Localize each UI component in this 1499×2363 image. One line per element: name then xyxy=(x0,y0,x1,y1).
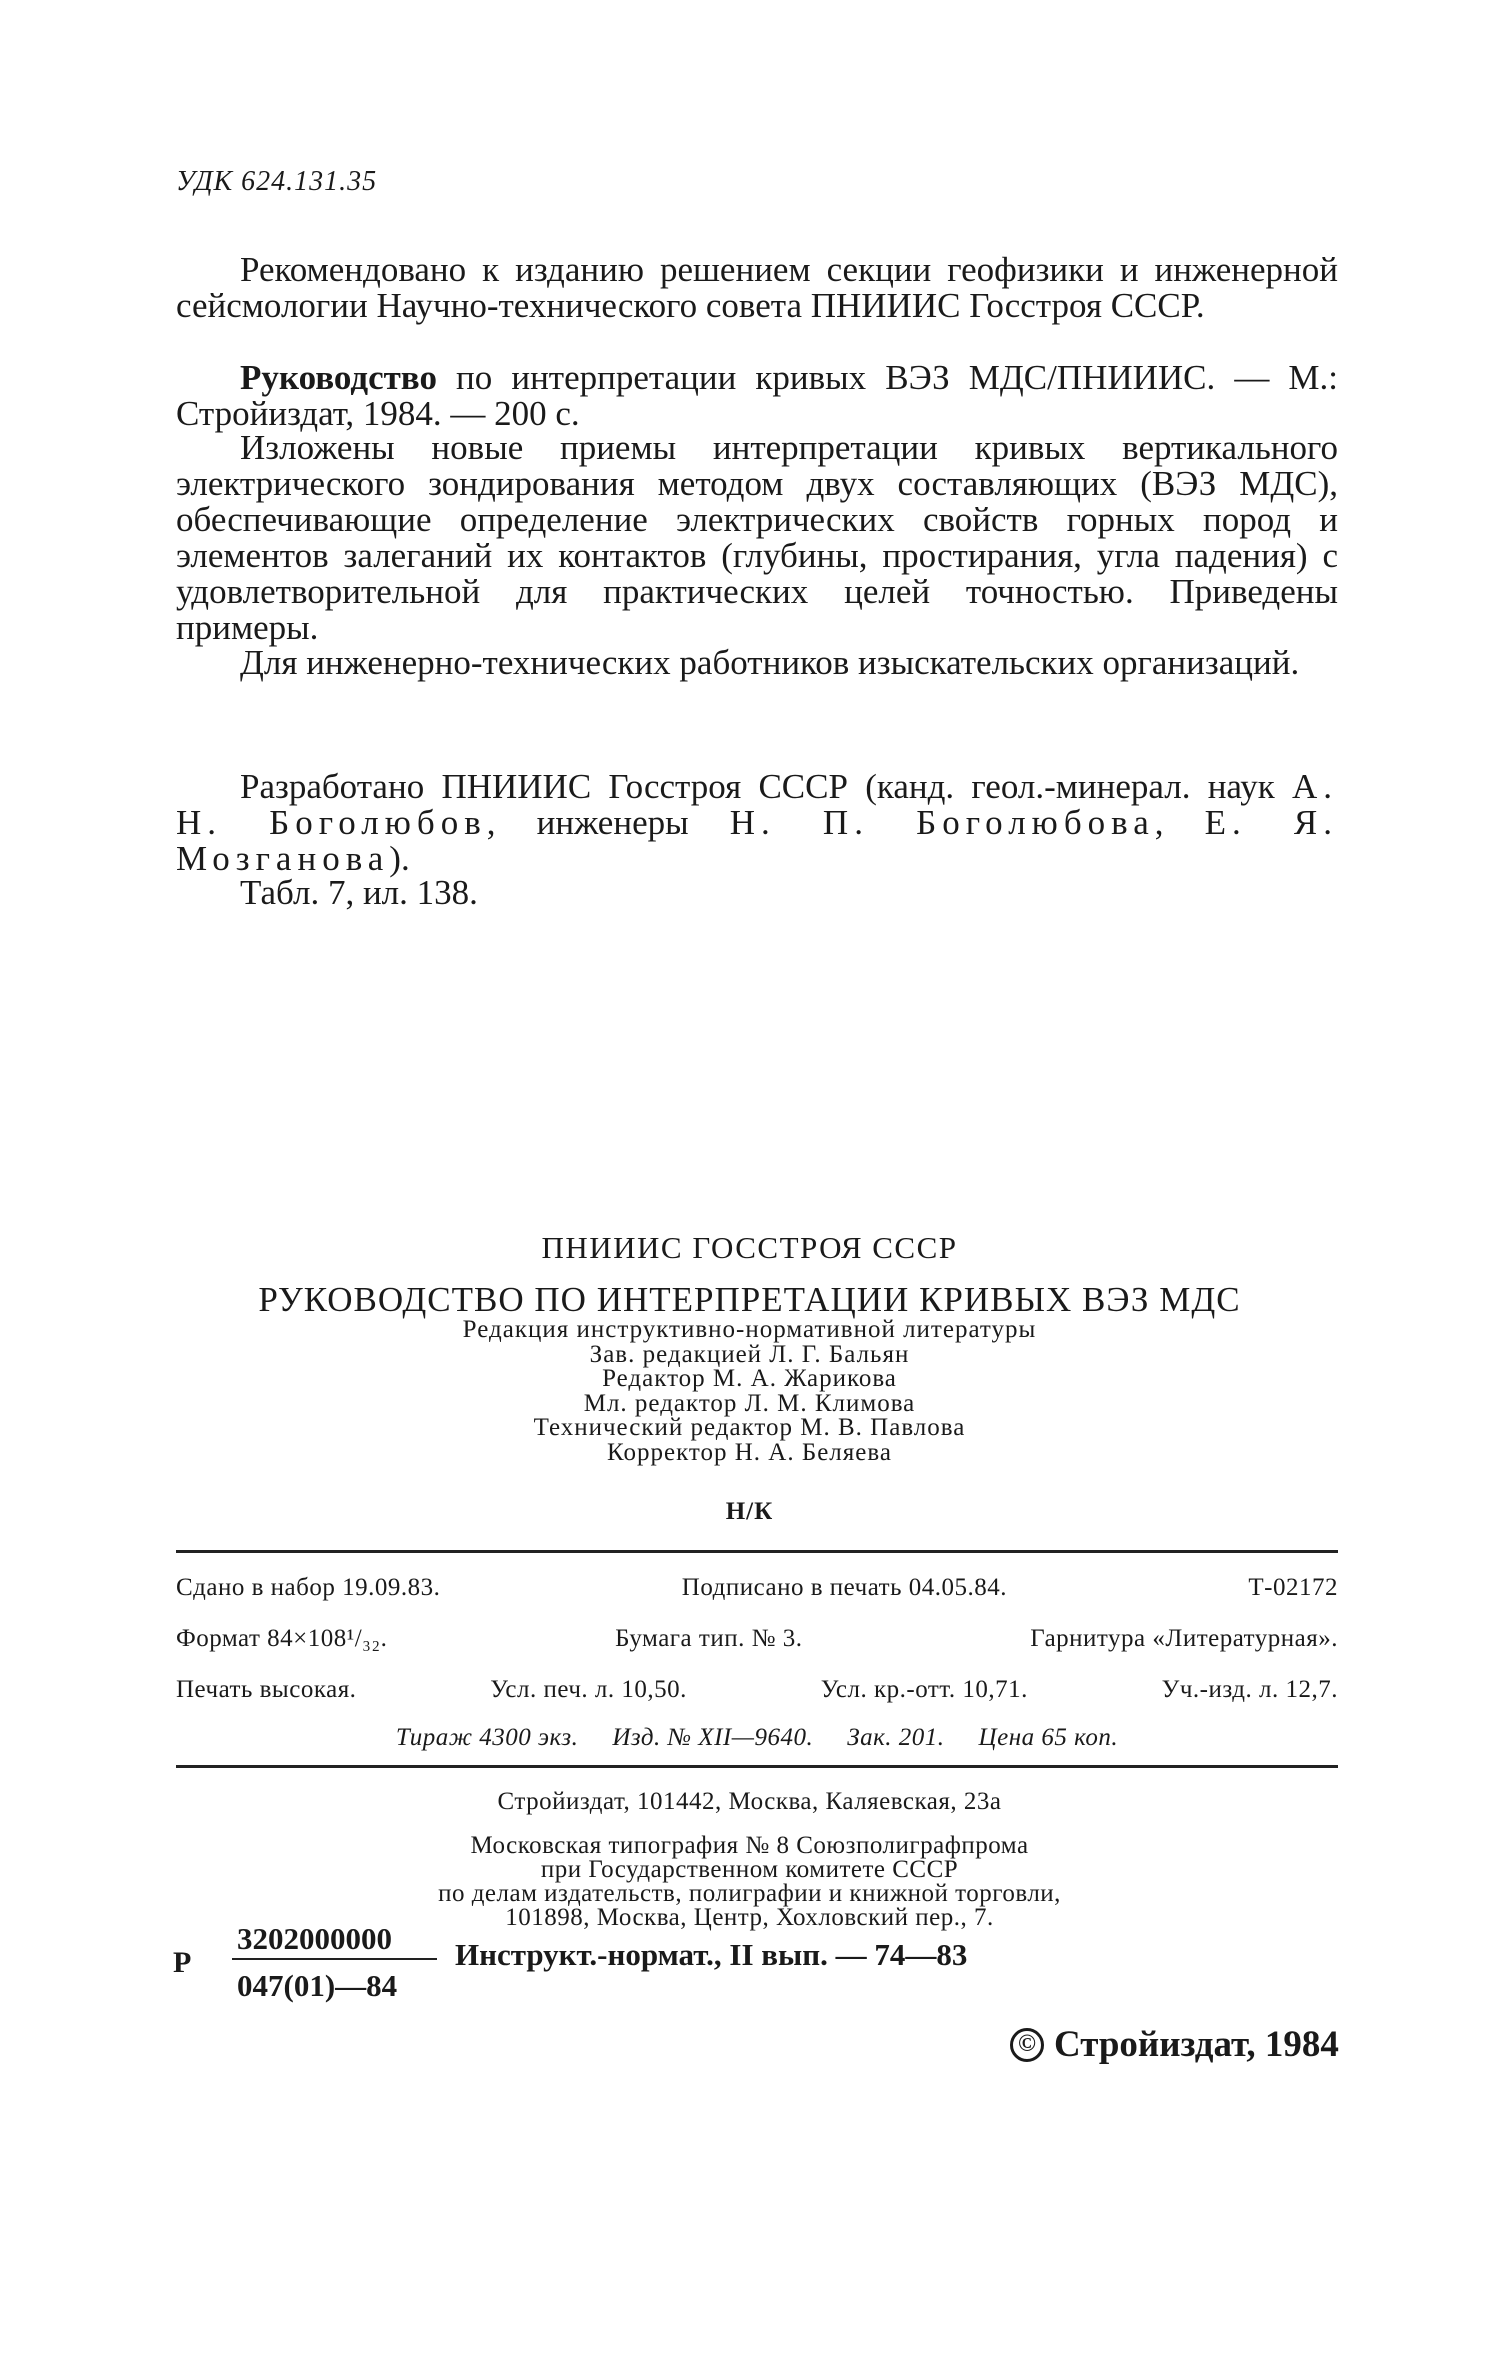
index-text: Инструкт.-нормат., II вып. — 74—83 xyxy=(455,1937,968,1972)
print-data-cell: Гарнитура «Литературная». xyxy=(1030,1625,1338,1652)
printing-house-line: 101898, Москва, Центр, Хохловский пер., 7. xyxy=(505,1904,994,1931)
audience-text: Для инженерно-технических работников изыскательских организаций. xyxy=(240,643,1300,682)
recommendation-paragraph xyxy=(176,252,1338,324)
print-data-cell: Зак. 201. xyxy=(847,1724,945,1751)
print-data-row xyxy=(176,1574,1338,1602)
index-letter: Р xyxy=(173,1946,192,1979)
printing-house-line: по делам издательств, полиграфии и книжной торговли, xyxy=(438,1880,1061,1907)
tables-illustrations: Табл. 7, ил. 138. xyxy=(240,873,478,912)
credit-line: Мл. редактор Л. М. Климова xyxy=(583,1389,916,1417)
print-data-row xyxy=(176,1676,1338,1704)
printing-house-line: при Государственном комитете СССР xyxy=(540,1856,959,1883)
credit-line: Корректор Н. А. Беляева xyxy=(607,1438,892,1466)
print-data-cell: Сдано в набор 19.09.83. xyxy=(176,1574,441,1601)
credit-line: Технический редактор М. В. Павлова xyxy=(533,1414,966,1441)
hk-mark: Н/К xyxy=(725,1498,774,1525)
description-paragraph xyxy=(176,430,1338,646)
print-data-cell: Печать высокая. xyxy=(176,1676,357,1703)
print-data-row xyxy=(176,1724,1338,1752)
developers-lead: Разработано ПНИИИС Госстроя СССР (канд. геол.-минерал. наук xyxy=(240,767,1275,806)
print-data-cell: Бумага тип. № 3. xyxy=(615,1625,803,1652)
copyright-icon xyxy=(1010,2028,1044,2062)
bibliographic-entry xyxy=(176,360,1338,432)
print-data-cell: Изд. № XII—9640. xyxy=(612,1724,814,1751)
print-data-cell: Уч.-изд. л. 12,7. xyxy=(1161,1676,1338,1703)
print-data-cell: Формат 84×108¹/₃₂. xyxy=(176,1625,388,1652)
divider-top xyxy=(176,1550,1338,1553)
printing-house xyxy=(0,1834,1499,1930)
author-separator: , xyxy=(1154,803,1164,842)
print-data-cell: Т-02172 xyxy=(1248,1574,1338,1601)
developers-end: ). xyxy=(389,839,410,878)
print-data-cell: Цена 65 коп. xyxy=(978,1724,1119,1751)
print-data-cell: Подписано в печать 04.05.84. xyxy=(681,1574,1007,1601)
index-denominator: 047(01)—84 xyxy=(237,1968,398,2003)
publisher-address: Стройиздат, 101442, Москва, Каляевская, 23а xyxy=(497,1788,1002,1815)
author-2: Н. П. Боголюбова xyxy=(729,803,1155,842)
print-data-cell: Тираж 4300 экз. xyxy=(395,1724,579,1751)
index-numerator: 3202000000 xyxy=(237,1921,392,1956)
audience-paragraph xyxy=(176,645,1338,681)
bib-title: Руководство xyxy=(240,358,437,397)
bib-details: по интерпретации кривых ВЭЗ МДС/ПНИИИС. — М.: Стройиздат, 1984. — 200 с. xyxy=(176,358,1338,433)
book-title: РУКОВОДСТВО ПО ИНТЕРПРЕТАЦИИ КРИВЫХ ВЭЗ МДС xyxy=(258,1280,1241,1319)
developers-mid: , инженеры xyxy=(486,803,689,842)
description-text: Изложены новые приемы интерпретации кривых вертикального электрического зондирования методом двух составляющих (ВЭЗ МДС), обеспечивающие определение электрических свойств горных пород и элементов залеганий их контактов (глубины, простирания, угла падения) с удовлетворительной для практических целей точностью. Приведены примеры. xyxy=(176,428,1338,647)
developers-paragraph xyxy=(176,769,1338,877)
credit-line: Редактор М. А. Жарикова xyxy=(602,1365,897,1392)
udk-code: УДК 624.131.35 xyxy=(176,166,378,197)
print-data-row xyxy=(176,1625,1338,1653)
editorial-credits xyxy=(0,1318,1499,1465)
print-data-cell: Усл. кр.-отт. 10,71. xyxy=(820,1676,1028,1703)
organization-name: ПНИИИС ГОССТРОЯ СССР xyxy=(541,1230,958,1265)
copyright-text: Стройиздат, 1984 xyxy=(1054,2024,1339,2065)
credit-line: Редакция инструктивно-нормативной литературы xyxy=(462,1316,1037,1343)
author-3: Е. Я. Мозганова xyxy=(176,803,1338,878)
divider-bottom xyxy=(176,1765,1338,1768)
print-data-cell: Усл. печ. л. 10,50. xyxy=(490,1676,687,1703)
printing-house-line: Московская типография № 8 Союзполиграфпрома xyxy=(470,1832,1029,1859)
author-1: А. Н. Боголюбов xyxy=(176,767,1338,842)
fraction-line xyxy=(232,1958,437,1960)
recommendation-text: Рекомендовано к изданию решением секции геофизики и инженерной сейсмологии Научно-технического совета ПНИИИС Госстроя СССР. xyxy=(176,250,1338,325)
credit-line: Зав. редакцией Л. Г. Бальян xyxy=(589,1340,910,1368)
copyright xyxy=(1010,2023,1339,2066)
copyright-symbol: © xyxy=(1018,2031,1036,2057)
